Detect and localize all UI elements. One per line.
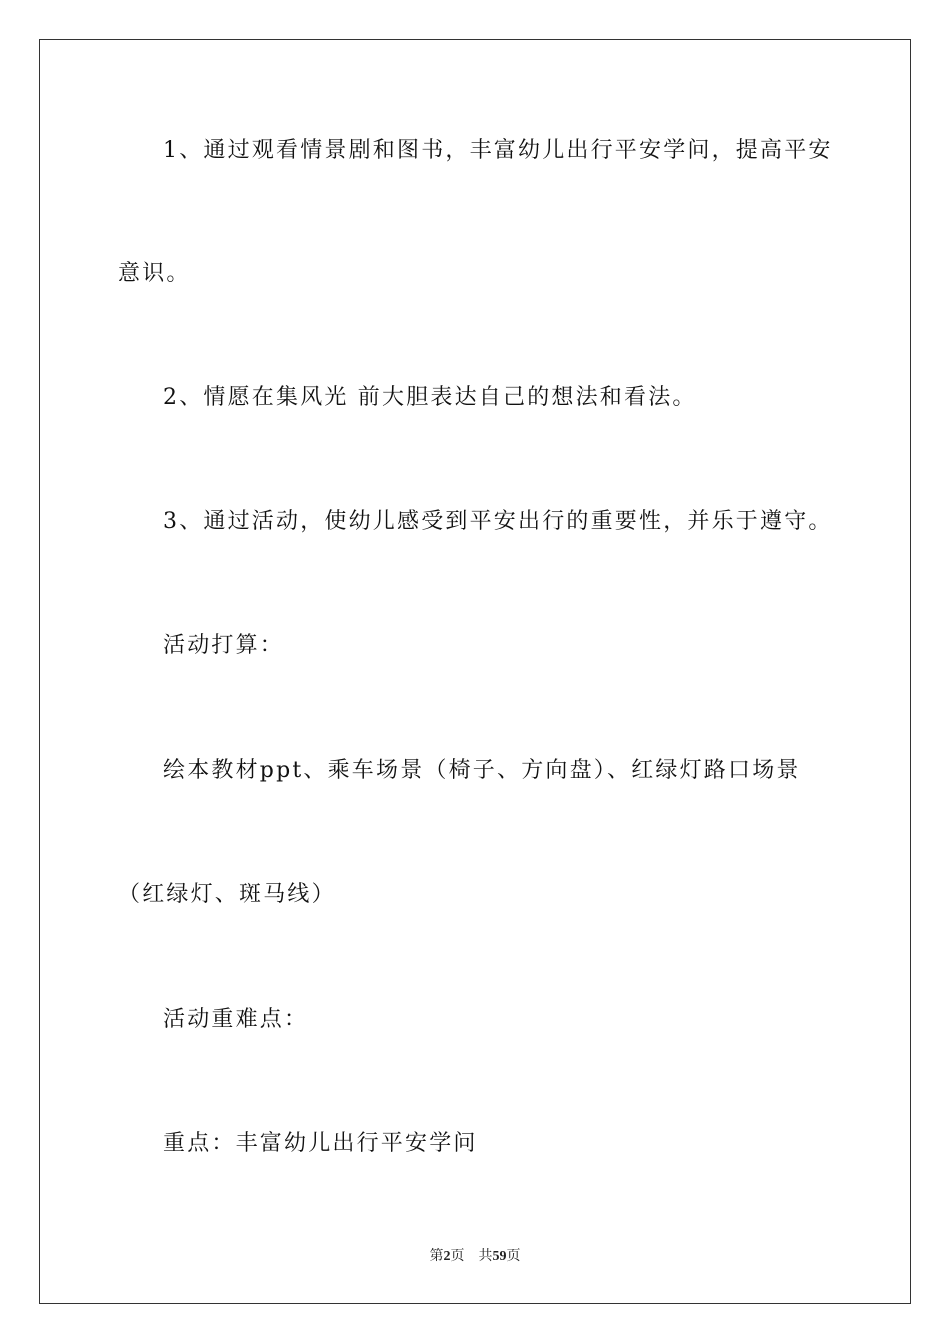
footer-total-suffix: 页	[506, 1249, 521, 1264]
section-heading-preparation: 活动打算：	[163, 633, 285, 658]
page-border	[39, 39, 911, 1304]
page-footer	[0, 1247, 950, 1267]
objective-1-line-2: 意识。	[118, 261, 191, 286]
footer-page-number: 2	[443, 1249, 451, 1264]
section-heading-key-points: 活动重难点：	[163, 1007, 309, 1032]
footer-page-prefix: 第	[429, 1249, 444, 1264]
footer-total-pages: 59	[492, 1249, 507, 1264]
objective-2: 2、情愿在集风光 前大胆表达自己的想法和看法。	[163, 385, 697, 410]
footer-page-suffix: 页	[450, 1249, 465, 1264]
key-point-text: 重点：丰富幼儿出行平安学问	[163, 1131, 478, 1156]
footer-total-prefix: 共	[478, 1249, 493, 1264]
preparation-line-2: （红绿灯、斑马线）	[118, 882, 336, 907]
objective-3: 3、通过活动，使幼儿感受到平安出行的重要性，并乐于遵守。	[163, 509, 833, 534]
objective-1-line-1: 1、通过观看情景剧和图书，丰富幼儿出行平安学问，提高平安	[163, 138, 833, 163]
preparation-line-1: 绘本教材ppt、乘车场景（椅子、方向盘）、红绿灯路口场景	[163, 758, 801, 783]
